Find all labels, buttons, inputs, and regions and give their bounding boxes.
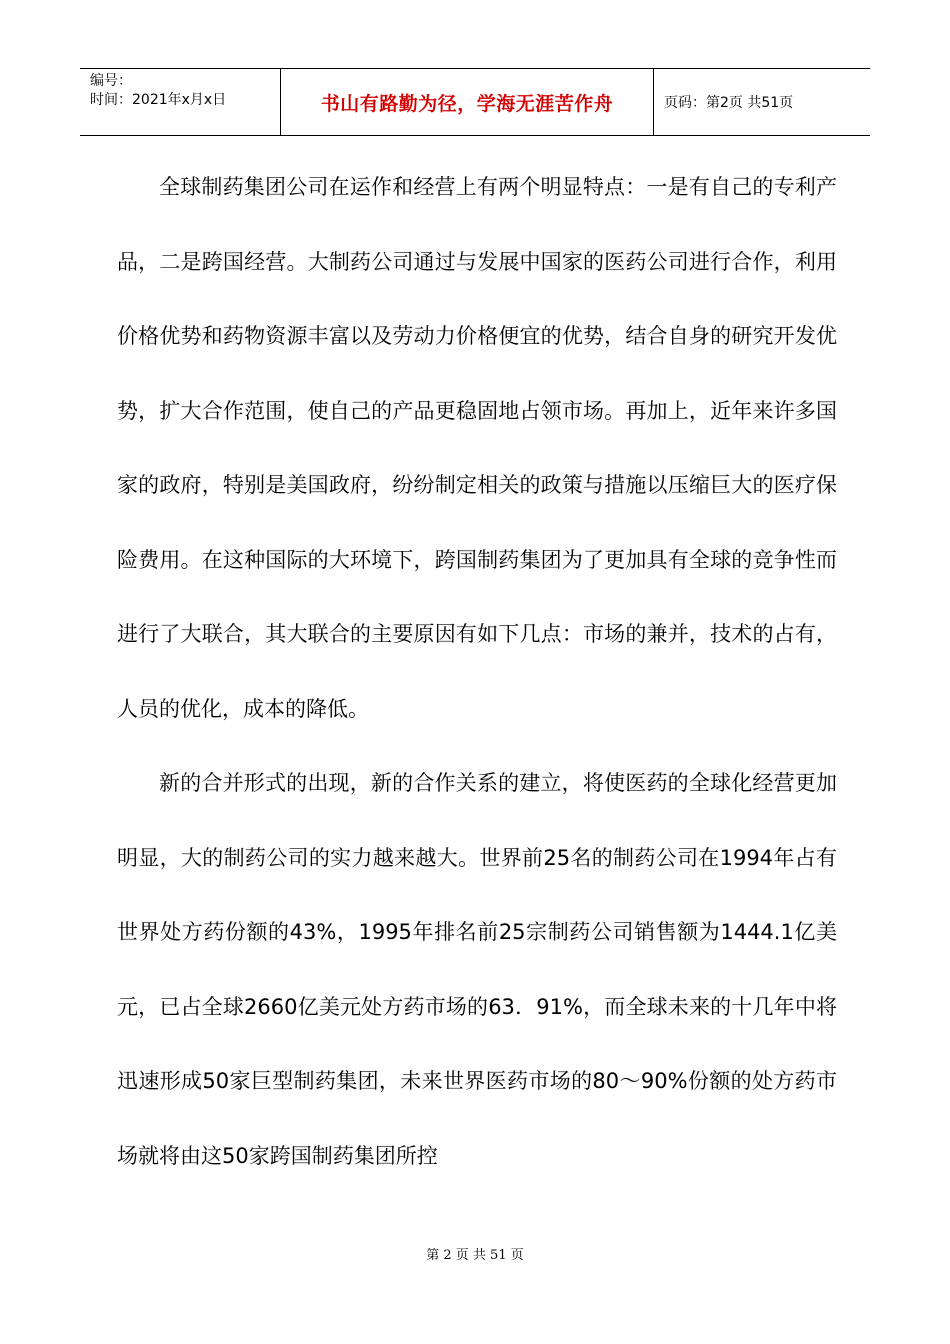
header-meta xyxy=(80,69,281,135)
motto-text: 书山有路勤为径，学海无涯苦作舟 xyxy=(320,92,614,115)
page-header xyxy=(80,68,870,136)
page-footer: 第 2 页 共 51 页 xyxy=(426,1248,524,1263)
paragraph-2: 新的合并形式的出现，新的合作关系的建立，将使医药的全球化经营更加明显，大的制药公司的实力越来越大。世界前25名的制药公司在1994年占有世界处方药份额的43%，1995年排名前25宗制药公司销售额为1444.1亿美元，已占全球2660亿美元处方药市场的63．91%，而全球未来的十几年中将迅速形成50家巨型制药集团，未来世界医药市场的80～90%份额的处方药市场就将由这50家跨国制药集团所控 xyxy=(117,771,837,1168)
document-number-label: 编号： xyxy=(90,73,132,89)
header-motto xyxy=(281,69,654,135)
document-date: 时间：2021年x月x日 xyxy=(90,92,227,108)
page-info-text: 页码：第2页 共51页 xyxy=(664,95,794,111)
document-body xyxy=(117,150,837,1193)
paragraph-1: 全球制药集团公司在运作和经营上有两个明显特点：一是有自己的专利产品，二是跨国经营。大制药公司通过与发展中国家的医药公司进行合作，利用价格优势和药物资源丰富以及劳动力价格便宜的优势，结合自身的研究开发优势，扩大合作范围，使自己的产品更稳固地占领市场。再加上，近年来许多国家的政府，特别是美国政府，纷纷制定相关的政策与措施以压缩巨大的医疗保险费用。在这种国际的大环境下，跨国制药集团为了更加具有全球的竞争性而进行了大联合，其大联合的主要原因有如下几点：市场的兼并，技术的占有，人员的优化，成本的降低。 xyxy=(117,175,837,721)
header-page-info xyxy=(654,69,870,135)
